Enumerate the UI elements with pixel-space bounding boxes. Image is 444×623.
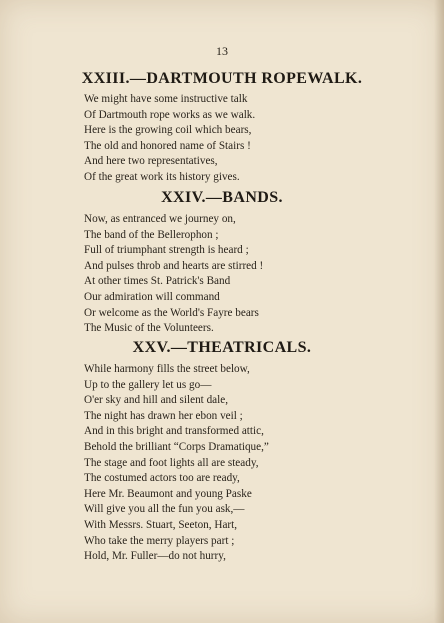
verse-line: While harmony fills the street below, [84, 363, 250, 375]
verse-line: Of Dartmouth rope works as we walk. [84, 108, 256, 121]
section-heading-theatricals: XXV.—THEATRICALS. [132, 339, 312, 356]
section-heading-ropewalk: XXIII.—DARTMOUTH ROPEWALK. [81, 70, 363, 87]
verse-line: Up to the gallery let us go— [84, 378, 212, 391]
verse-line: Or welcome as the World's Fayre bears [84, 306, 259, 319]
verse-line: Hold, Mr. Fuller—do not hurry, [84, 550, 226, 563]
verse-line: The stage and foot lights all are steady, [84, 456, 259, 469]
page-number: 13 [216, 44, 228, 58]
verse-line: We might have some instructive talk [84, 93, 248, 105]
verse-line: Here Mr. Beaumont and young Paske [84, 487, 252, 500]
verse-line: The night has drawn her ebon veil ; [84, 409, 243, 422]
verse-line: O'er sky and hill and silent dale, [84, 394, 229, 407]
verse-line: Will give you all the fun you ask,— [84, 503, 245, 516]
verse-line: The costumed actors too are ready, [84, 472, 240, 485]
verse-line: And in this bright and transformed attic, [84, 425, 264, 438]
verse-line: Of the great work its history gives. [84, 170, 240, 183]
verse-line: Our admiration will command [84, 290, 220, 303]
verse-line: Full of triumphant strength is heard ; [84, 244, 249, 257]
stanza-theatricals [84, 362, 269, 565]
verse-line: Who take the merry players part ; [84, 534, 235, 547]
verse-line: Behold the brilliant “Corps Dramatique,” [84, 440, 269, 453]
verse-line: At other times St. Patrick's Band [84, 275, 231, 288]
stanza-bands [84, 212, 263, 337]
stanza-ropewalk [84, 92, 255, 186]
page-spine-shadow [434, 0, 444, 623]
verse-line: The Music of the Volunteers. [84, 322, 214, 335]
verse-line: The old and honored name of Stairs ! [84, 139, 251, 152]
verse-line: With Messrs. Stuart, Seeton, Hart, [84, 518, 238, 531]
verse-line: Here is the growing coil which bears, [84, 124, 252, 137]
section-heading-bands: XXIV.—BANDS. [161, 189, 283, 206]
verse-line: And pulses throb and hearts are stirred ! [84, 259, 264, 272]
verse-line: The band of the Bellerophon ; [84, 228, 219, 241]
verse-line: And here two representatives, [84, 155, 218, 168]
verse-line: Now, as entranced we journey on, [84, 213, 236, 225]
